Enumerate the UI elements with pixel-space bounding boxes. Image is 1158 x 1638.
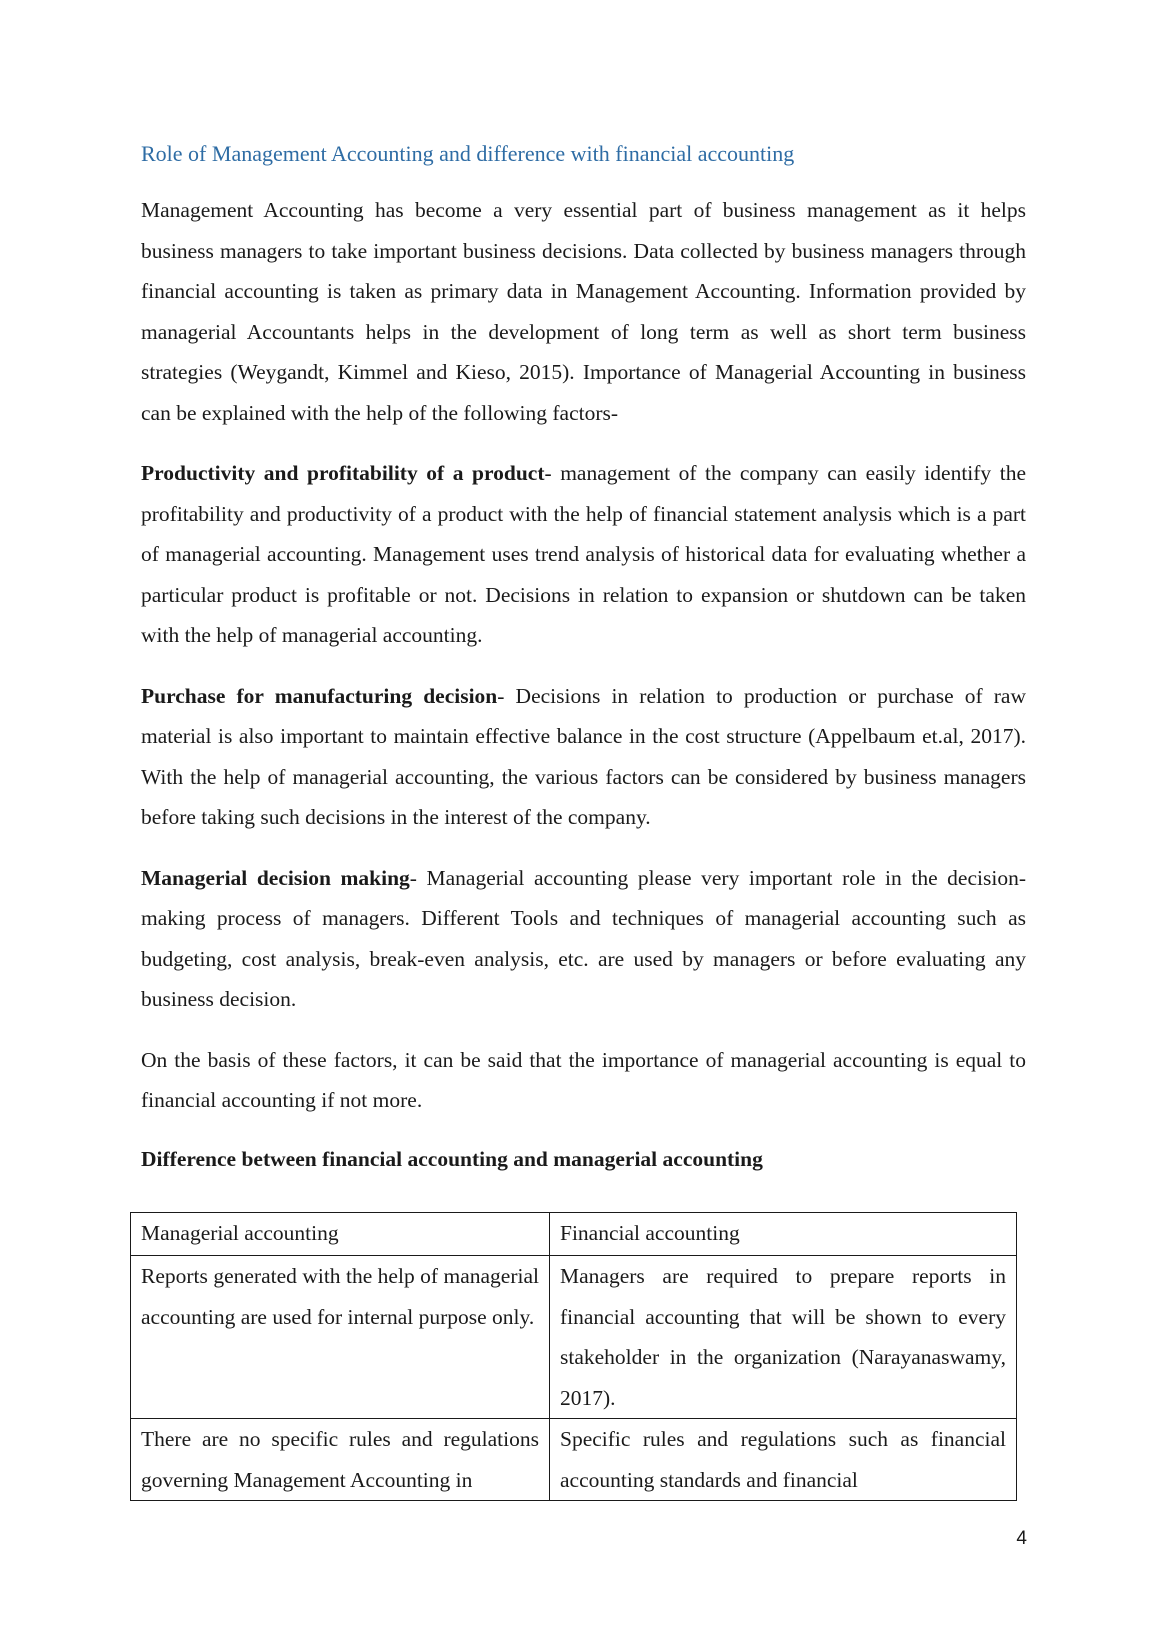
table-row — [131, 1419, 1017, 1501]
factor-paragraph-productivity — [141, 453, 1026, 656]
page-number: 4 — [1016, 1528, 1027, 1549]
table-cell — [131, 1419, 550, 1501]
factor-text: - Managerial accounting please very important role in the decision-making process of managers. Different Tools and techniques of managerial accounting such as budgeting, cost analysis, break-even analysis, etc. are used by managers or before evaluating any business decision. — [141, 865, 1026, 1011]
factor-paragraph-decision-making — [141, 858, 1026, 1020]
table-cell-text: There are no specific rules and regulations governing Management Accounting in — [141, 1427, 539, 1492]
table-cell: Reports generated with the help of managerial accounting are used for internal purpose only. — [131, 1256, 550, 1419]
table-cell-text: Specific rules and regulations such as financial accounting standards and financial — [560, 1427, 1006, 1492]
factor-title: Managerial decision making — [141, 865, 410, 890]
factor-title: Purchase for manufacturing decision — [141, 683, 498, 708]
comparison-table — [130, 1212, 1017, 1501]
table-header-cell: Managerial accounting — [131, 1213, 550, 1256]
section-heading: Role of Management Accounting and difference with financial accounting — [141, 141, 795, 166]
table-cell — [550, 1419, 1017, 1501]
table-header-row — [131, 1213, 1017, 1256]
factor-paragraph-purchase — [141, 676, 1026, 838]
factor-title: Productivity and profitability of a product — [141, 461, 545, 485]
table-row — [131, 1256, 1017, 1419]
table-title: Difference between financial accounting and managerial accounting — [141, 1146, 763, 1171]
factor-text: - management of the company can easily identify the profitability and productivity of a product with the help of financial statement analysis which is a part of managerial accounting. Management uses trend analysis of historical data for evaluating whether a particular product is profitable or not. Decisions in relation to expansion or shutdown can be taken with the help of managerial accounting. — [141, 461, 1026, 647]
conclusion-paragraph: On the basis of these factors, it can be said that the importance of managerial accounting is equal to financial accounting if not more. — [141, 1047, 1026, 1112]
factor-text: - Decisions in relation to production or purchase of raw material is also important to maintain effective balance in the cost structure (Appelbaum et.al, 2017). With the help of managerial accounting, the various factors can be considered by business managers before taking such decisions in the interest of the company. — [141, 683, 1026, 829]
table-header-cell: Financial accounting — [550, 1213, 1017, 1256]
table-cell: Managers are required to prepare reports in financial accounting that will be shown to every stakeholder in the organization (Narayanaswamy, 2017). — [550, 1256, 1017, 1419]
document-page — [141, 136, 1026, 1195]
intro-paragraph: Management Accounting has become a very essential part of business management as it helps business managers to take important business decisions. Data collected by business managers through financial accounting is taken as primary data in Management Accounting. Information provided by managerial Accountants helps in the development of long term as well as short term business strategies (Weygandt, Kimmel and Kieso, 2015). Importance of Managerial Accounting in business can be explained with the help of the following factors- — [141, 198, 1026, 425]
